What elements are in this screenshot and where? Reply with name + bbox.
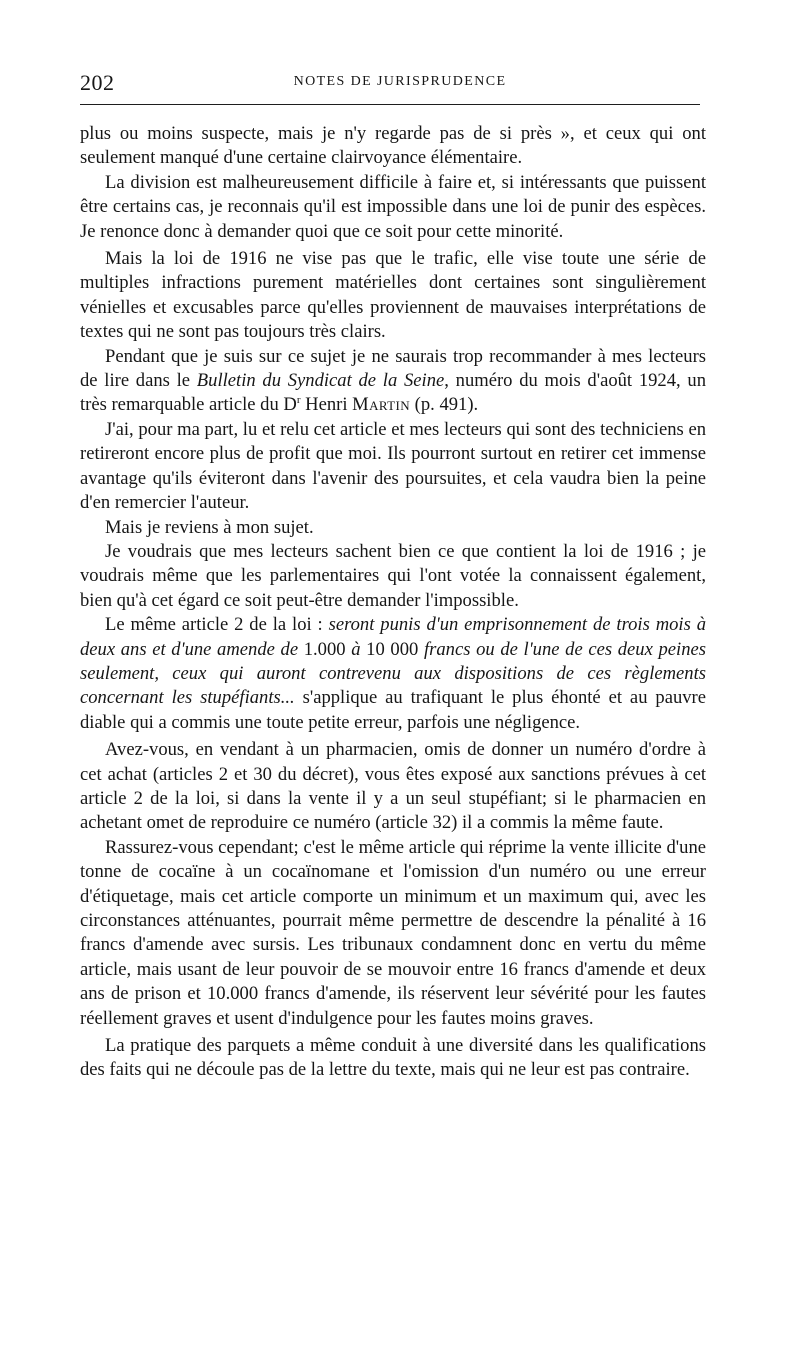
law-quote-a: seront punis d'un emprisonnement de trois mois à deux ans et d'une amende de — [80, 614, 706, 660]
paragraph-11: La pratique des parquets a même conduit à une diversité dans les qualifications des faits qui ne découle pas de la lettre du texte, mais qui ne leur est pas contraire. — [80, 1035, 706, 1081]
author-name: Martin — [352, 394, 411, 416]
header-rule — [80, 104, 700, 105]
bulletin-title: Bulletin du Syndicat de la Seine — [196, 370, 445, 392]
paragraph-1: plus ou moins suspecte, mais je n'y regarde pas de si près », et ceux qui ont seulement manqué d'une certaine clairvoyance élémentaire. — [80, 123, 706, 169]
law-quote-b: francs ou de l'une de ces deux peines seulement, ceux qui auront contrevenu aux dispositions de ces règlements concernant les stupéfiants... — [80, 638, 707, 709]
law-quote-to: à — [345, 638, 367, 660]
paragraph-4-text-c: , numéro du mois d'août 1924, un très remarquable article du D — [80, 370, 706, 416]
paragraph-5: J'ai, pour ma part, lu et relu cet article et mes lecteurs qui sont des techniciens en retireront encore plus de profit que moi. Ils pourront surtout en retirer cet immense avantage qu'ils éviteront dans l'avenir des poursuites, et cela vaudra bien la peine d'en remercier l'auteur. — [80, 418, 706, 514]
page-header — [80, 70, 700, 100]
paragraph-8-text-g: s'applique au trafiquant le plus éhonté et au pauvre diable qui a commis une toute petite erreur, parfois une négligence. — [80, 687, 707, 733]
paragraph-8-text-a: Le même article 2 de la loi : — [105, 614, 329, 636]
paragraph-8 — [80, 613, 706, 735]
doctor-superscript: r — [296, 394, 301, 407]
paragraph-4-text-g: (p. 491). — [410, 394, 479, 416]
page-number: 202 — [80, 70, 115, 95]
paragraph-3: Mais la loi de 1916 ne vise pas que le trafic, elle vise toute une série de multiples infractions purement matérielles dont certaines sont singulièrement vénielles et excusables parce qu'elles proviennent de mauvaises interprétations de textes qui ne sont pas toujours très clairs. — [80, 248, 706, 343]
paragraph-9: Avez-vous, en vendant à un pharmacien, omis de donner un numéro d'ordre à cet achat (articles 2 et 30 du décret), vous êtes exposé aux sanctions prévues à cet article 2 de la loi, si dans la vente il y a un seul stupéfiant; si le pharmacien en achetant omet de reproduire ce numéro (article 32) il a commis la même faute. — [80, 739, 706, 834]
paragraph-7: Je voudrais que mes lecteurs sachent bien ce que contient la loi de 1916 ; je voudrais même que les parlementaires qui l'ont votée la connaissent également, bien qu'à cet égard ce soit peut-être demander l'impossible. — [80, 540, 706, 611]
paragraph-2: La division est malheureusement difficile à faire et, si intéressants que puissent être certains cas, je reconnais qu'il est impossible dans une loi de punir des espèces. Je renonce donc à demander quoi que ce soit pour cette minorité. — [80, 171, 706, 242]
law-quote-amount-1: 1.000 — [303, 638, 346, 660]
paragraph-6: Mais je reviens à mon sujet. — [105, 516, 314, 538]
running-title: NOTES DE JURISPRUDENCE — [293, 74, 507, 89]
body-text — [80, 122, 706, 1083]
law-quote-amount-2: 10 000 — [366, 638, 419, 660]
paragraph-10: Rassurez-vous cependant; c'est le même article qui réprime la vente illicite d'une tonne de cocaïne à un cocaïnomane et l'omission d'un numéro ou une erreur d'étiquetage, mais cet article comporte un minimum et un maximum qui, avec les circonstances atténuantes, pourrait même permettre de descendre la pénalité à 16 francs d'amende avec sursis. Les tribunaux condamnent donc en vertu du même article, mais usant de leur pouvoir de se mouvoir entre 16 francs d'amende et deux ans de prison et 10.000 francs d'amende, ils réservent leur sévérité pour les fautes réellement graves et usent d'indulgence pour les fautes moins graves. — [80, 836, 706, 1029]
paragraph-4-text-e: Henri — [300, 394, 353, 416]
paragraph-4 — [80, 345, 706, 418]
paragraph-4-text-a: Pendant que je suis sur ce sujet je ne saurais trop recommander à mes lecteurs de lire dans le — [80, 345, 706, 392]
